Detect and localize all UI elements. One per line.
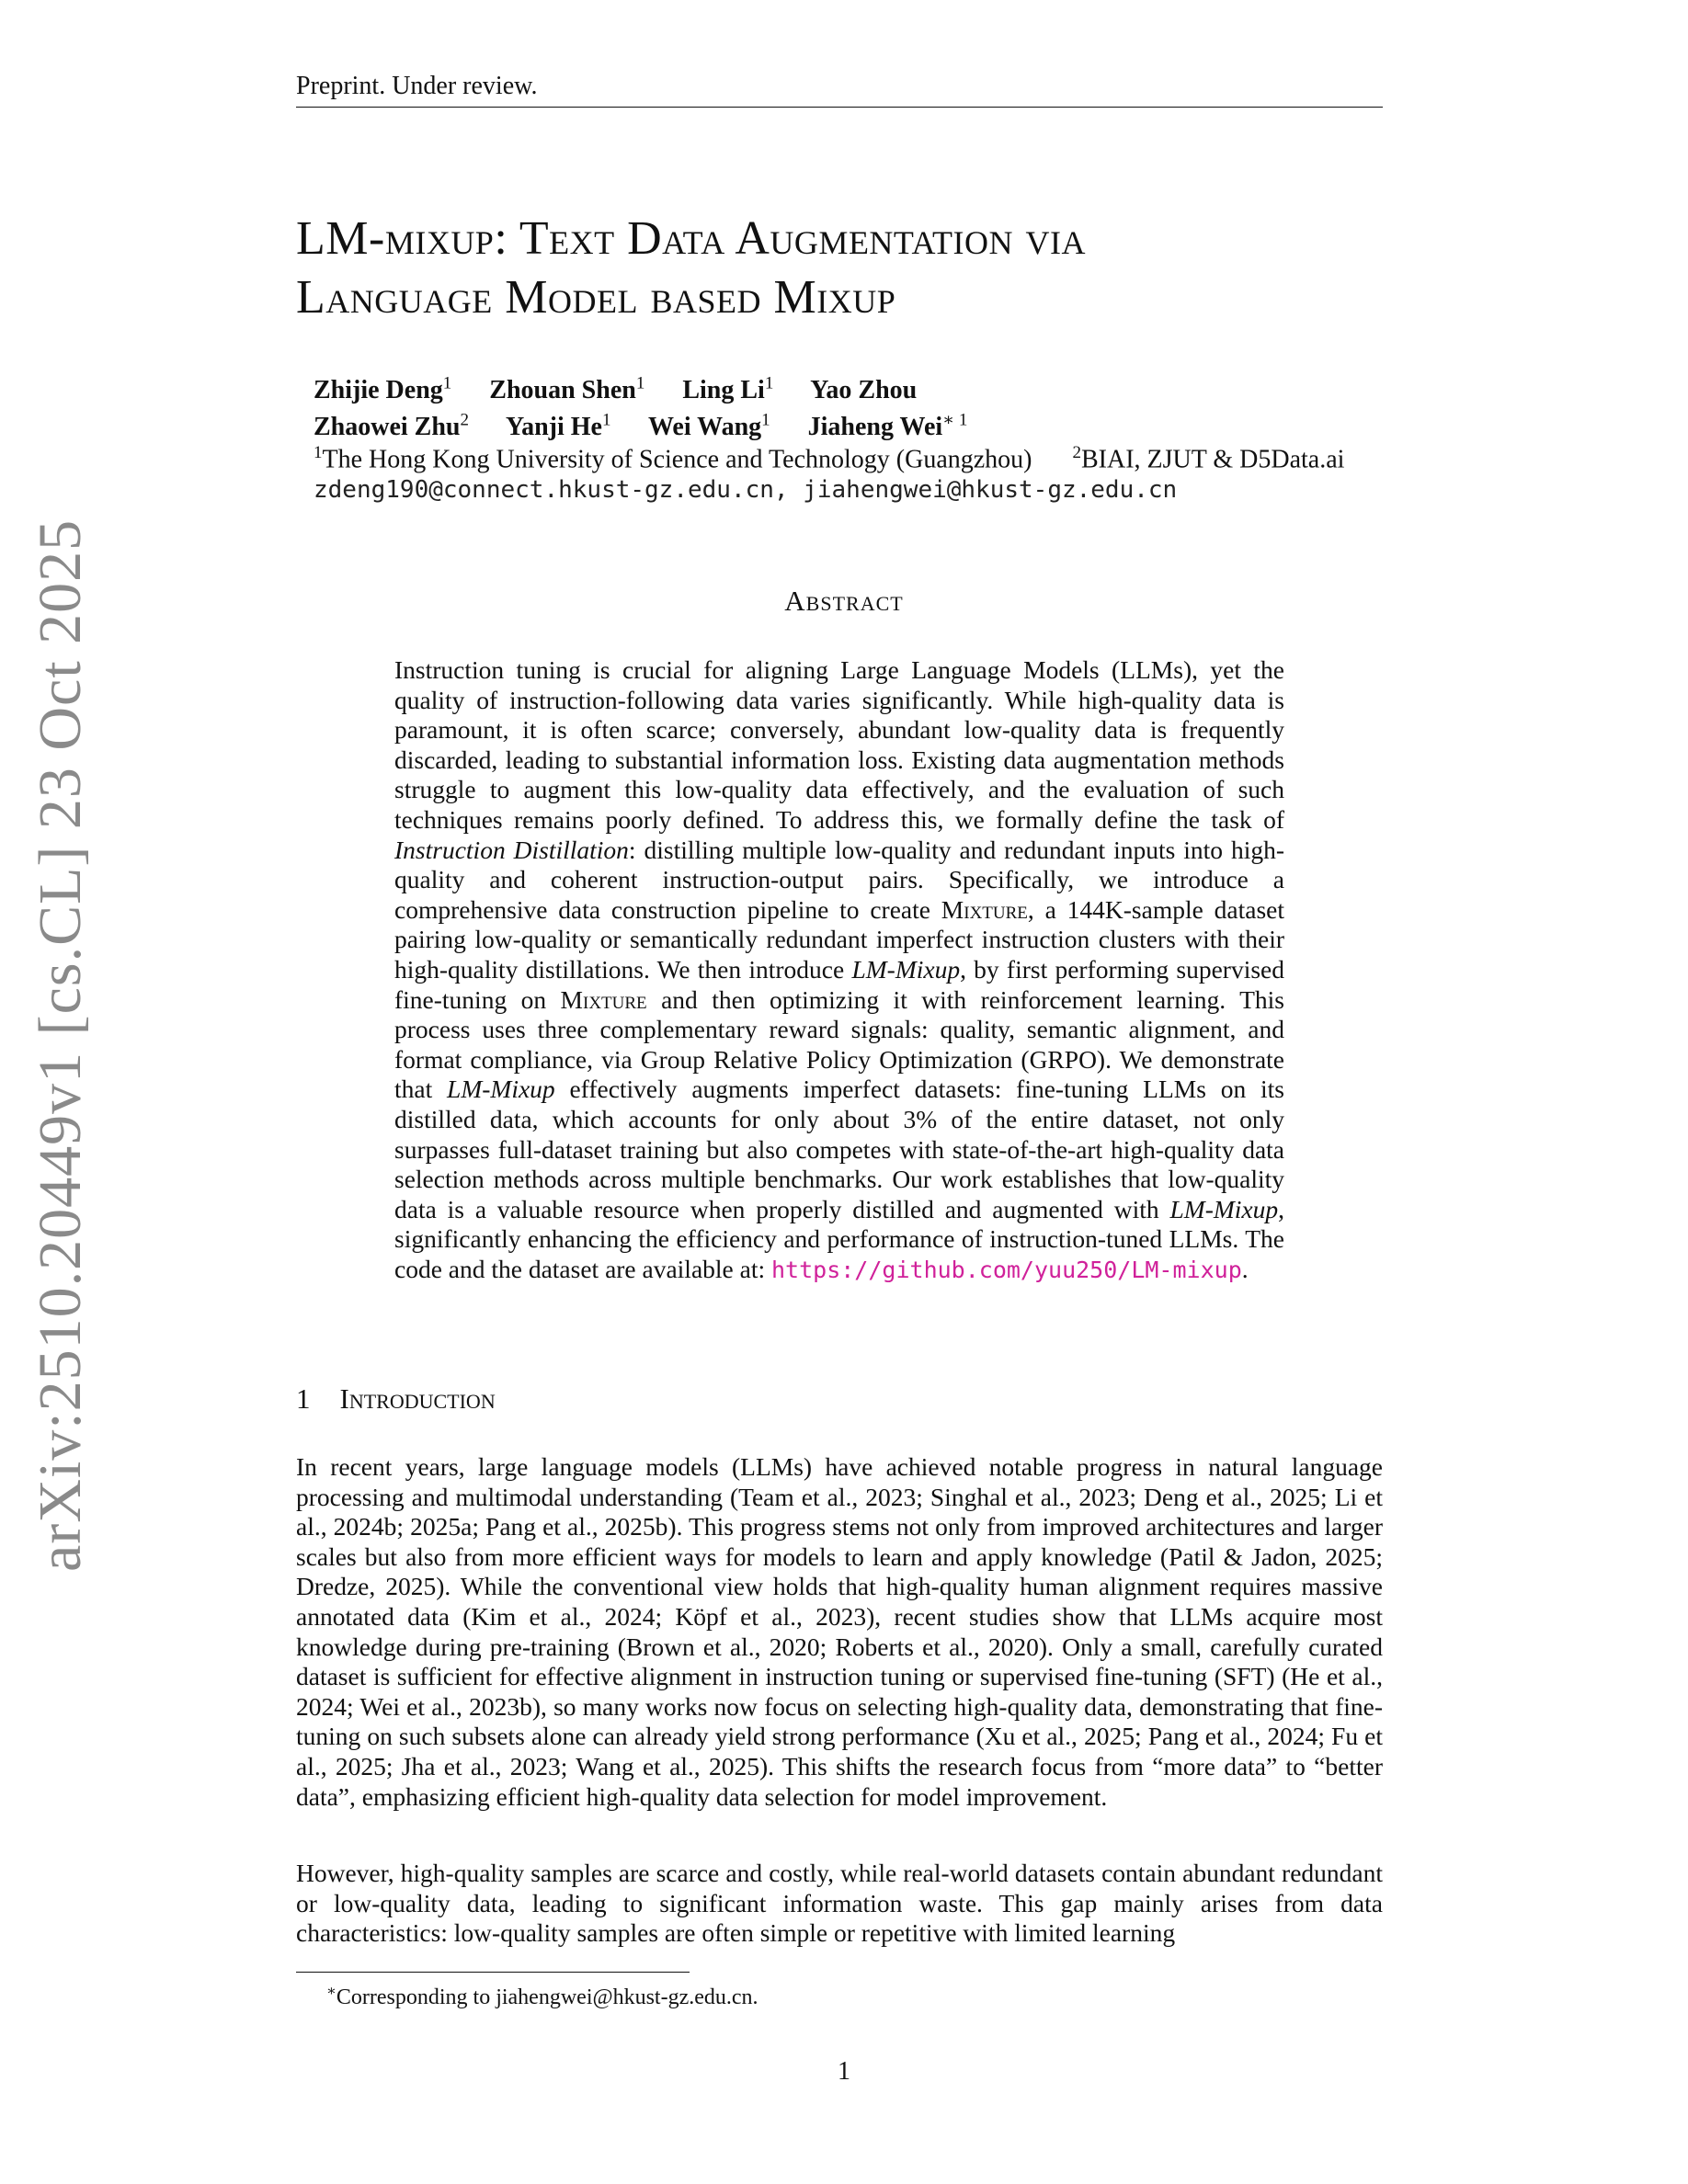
author: Zhijie Deng$^1$ (314, 374, 452, 405)
arxiv-stamp-container (26, 0, 99, 2184)
affiliation: BIAI, ZJUT & D5Data.ai (1081, 445, 1345, 474)
author: Yao Zhou (810, 376, 918, 405)
author: Yanji He$^1$ (505, 410, 611, 441)
author: Zhouan Shen$^1$ (489, 374, 645, 405)
paper-title (296, 210, 1399, 327)
github-link[interactable]: https://github.com/yuu250/LM-mixup (771, 1256, 1242, 1283)
arxiv-stamp: arXiv:2510.20449v1 [cs.CL] 23 Oct 2025 (27, 518, 94, 1572)
section-heading-introduction (296, 1382, 496, 1416)
header-rule (296, 107, 1383, 108)
abstract-heading: Abstract (784, 585, 904, 617)
title-line-1: LM-mixup: Text Data Augmentation via (296, 212, 1086, 265)
author-row-1 (314, 370, 998, 405)
footnote-rule (296, 1972, 690, 1973)
intro-paragraph-1: In recent years, large language models (LLMs) have achieved notable progress in natural language processing and multimodal understanding (Team et al., 2023; Singhal et al., 2023; Deng et al., 2025; Li et al., 2024b; 2025a; Pang et al., 2025b). This progress stems not only from improved architectures and larger scales but also from more efficient ways for models to learn and apply knowledge (Patil & Jadon, 2025; Dredze, 2025). While the conventional view holds that high-quality human alignment requires massive annotated data (Kim et al., 2024; Köpf et al., 2023), recent studies show that LLMs acquire most knowledge during pre-training (Brown et al., 2020; Roberts et al., 2020). Only a small, carefully curated dataset is sufficient for effective alignment in instruction tuning or supervised fine-tuning (SFT) (He et al., 2024; Wei et al., 2023b), so many works now focus on selecting high-quality data, demonstrating that fine-tuning on such subsets alone can already yield strong performance (Xu et al., 2025; Pang et al., 2024; Fu et al., 2025; Jha et al., 2023; Wang et al., 2025). This shifts the research focus from “more data” to “better data”, emphasizing efficient high-quality data selection for model improvement. (296, 1452, 1383, 1811)
author-row-2 (314, 405, 998, 441)
author: Zhaowei Zhu$^2$ (314, 410, 469, 441)
title-line-2: Language Model based Mixup (296, 271, 896, 324)
section-title: Introduction (339, 1382, 496, 1415)
footnote: ∗Corresponding to jiahengwei@hkust-gz.edu.cn. (326, 1984, 758, 2009)
intro-paragraph-2: However, high-quality samples are scarce and costly, while real-world datasets contain abundant redundant or low-quality data, leading to significant information waste. This gap mainly arises from data characteristics: low-quality samples are often simple or repetitive with limited learning (296, 1859, 1383, 1948)
author: Ling Li$^1$ (682, 374, 774, 405)
author-list (314, 370, 998, 442)
author: Wei Wang$^1$ (647, 410, 770, 441)
section-number: 1 (296, 1382, 311, 1415)
author-emails: zdeng190@connect.hkust-gz.edu.cn, jiahengwei@hkust-gz.edu.cn (314, 476, 1178, 504)
page-number: 1 (838, 2057, 850, 2086)
author: Jiaheng Wei$^{∗ 1}$ (807, 410, 968, 441)
affiliation: The Hong Kong University of Science and Technology (Guangzhou) (322, 445, 1032, 474)
running-head: Preprint. Under review. (296, 72, 538, 100)
abstract-body: Instruction tuning is crucial for aligning Large Language Models (LLMs), yet the quality of instruction-following data varies significantly. While high-quality data is paramount, it is often scarce; conversely, abundant low-quality data is frequently discarded, leading to substantial information loss. Existing data augmentation methods struggle to augment this low-quality data effectively, and the evaluation of such techniques remains poorly defined. To address this, we formally define the task of Instruction Distillation: distilling multiple low-quality and redundant inputs into high-quality and coherent instruction-output pairs. Specifically, we introduce a comprehensive data construction pipeline to create Mixture, a 144K-sample dataset pairing low-quality or semantically redundant imperfect instruction clusters with their high-quality distillations. We then introduce LM-Mixup, by first performing supervised fine-tuning on Mixture and then optimizing it with reinforcement learning. This process uses three complementary reward signals: quality, semantic alignment, and format compliance, via Group Relative Policy Optimization (GRPO). We demonstrate that LM-Mixup effectively augments imperfect datasets: fine-tuning LLMs on its distilled data, which accounts for only about 3% of the entire dataset, not only surpasses full-dataset training but also competes with state-of-the-art high-quality data selection methods across multiple benchmarks. Our work establishes that low-quality data is a valuable resource when properly distilled and augmented with LM-Mixup, significantly enhancing the efficiency and performance of instruction-tuned LLMs. The code and the dataset are available at: https://github.com/yuu250/LM-mixup. (394, 655, 1284, 1283)
affiliations: $^1$The Hong Kong University of Science and Technology (Guangzhou) $^2$BIAI, ZJUT & D5Data.ai (314, 443, 1345, 474)
